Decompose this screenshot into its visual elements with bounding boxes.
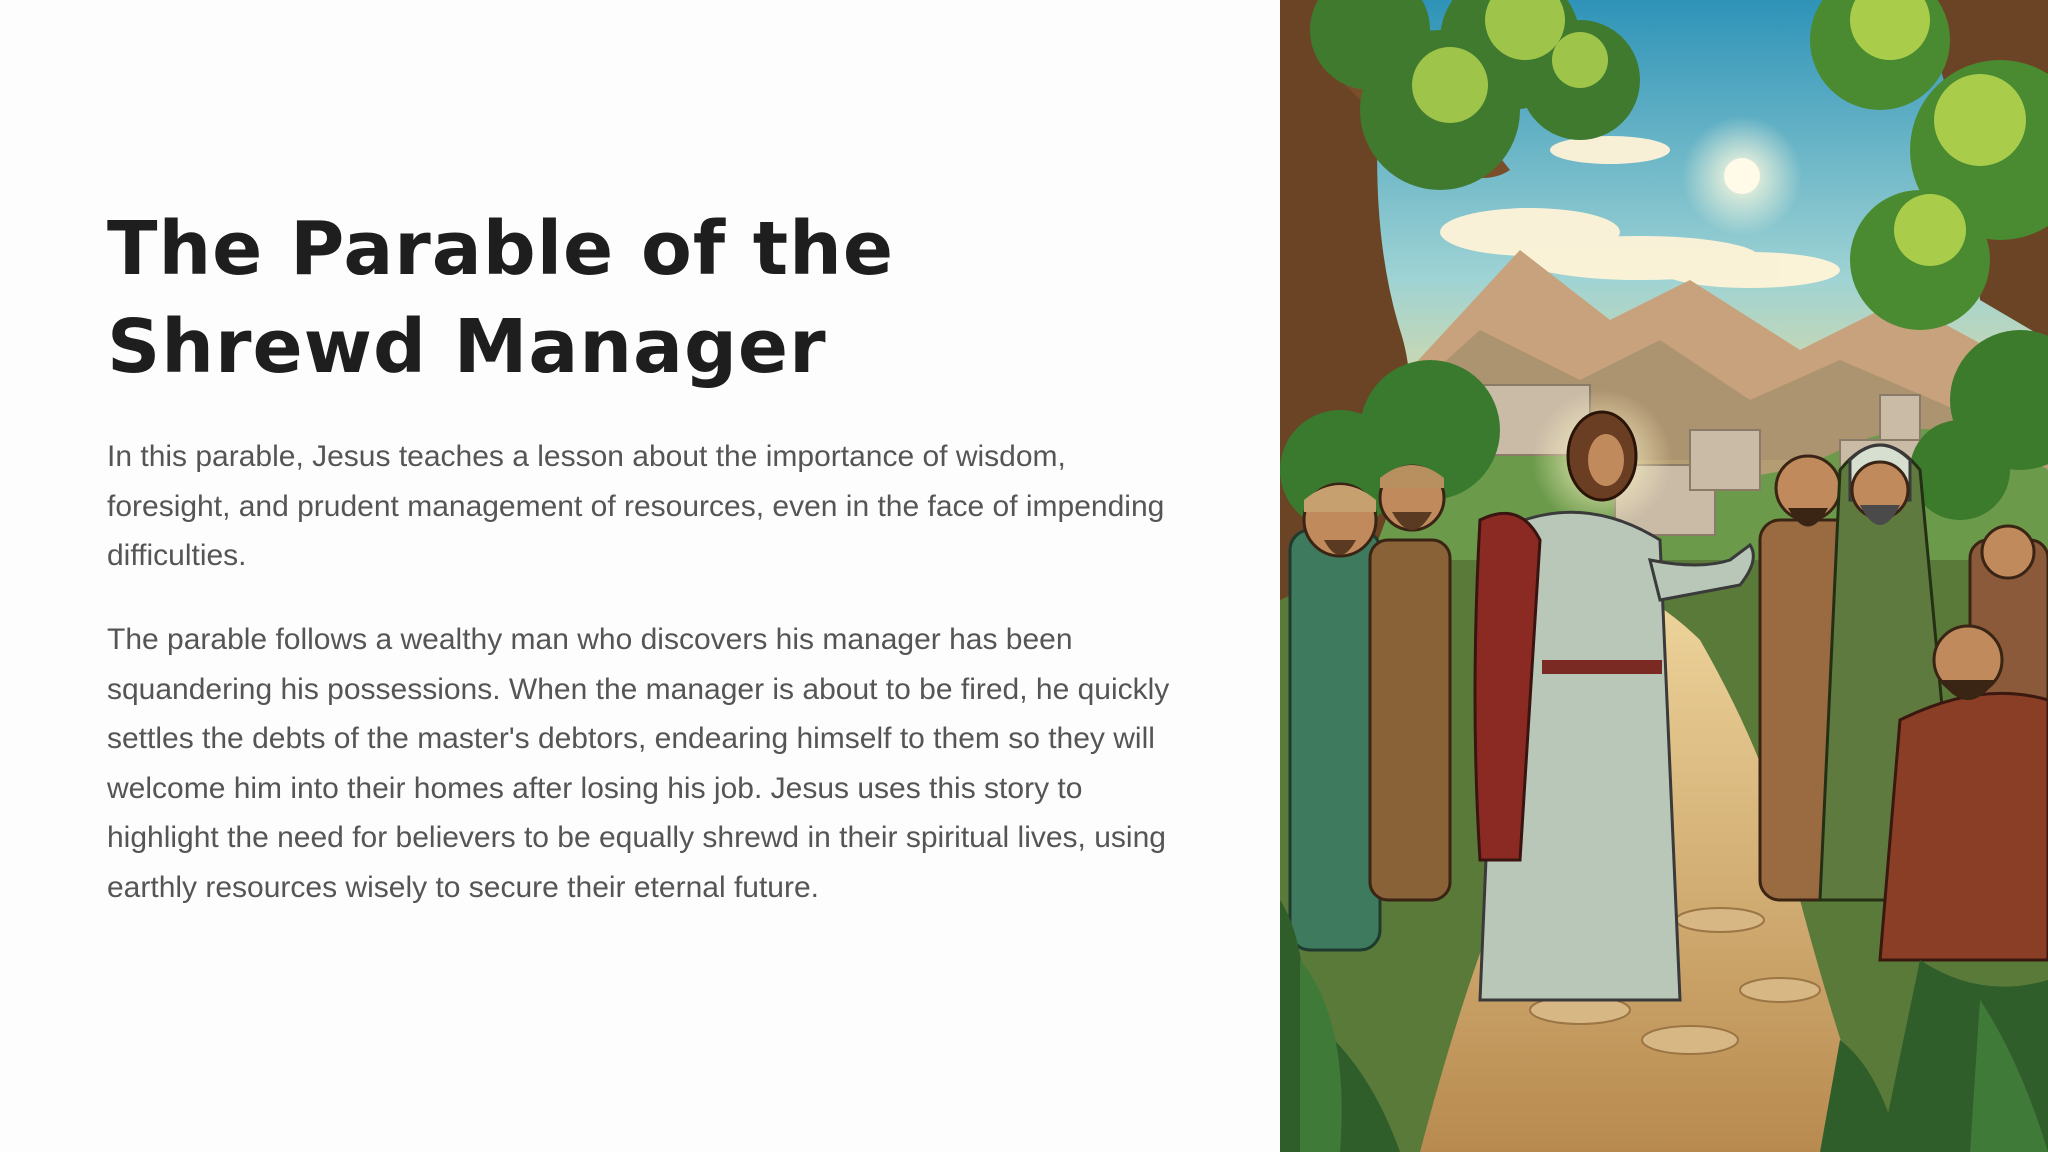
illustration-panel [1280, 0, 2048, 1152]
paragraph-story: The parable follows a wealthy man who discovers his manager has been squandering his possessions. When the manager is about to be fired, he quickly settles the debts of the master's debtors, endearing himself to them so they will welcome him into their homes after losing his job. Jesus uses this story to highlight the need for believers to be equally shrewd in their spiritual lives, using earthly resources wisely to secure their eternal future. [107, 623, 1170, 904]
parable-illustration-icon [1280, 0, 2048, 1152]
slide-title: The Parable of the Shrewd Manager [107, 206, 895, 390]
paragraph-intro: In this parable, Jesus teaches a lesson about the importance of wisdom, foresight, and prudent management of resources, even in the face of impending difficulties. [107, 440, 1165, 572]
